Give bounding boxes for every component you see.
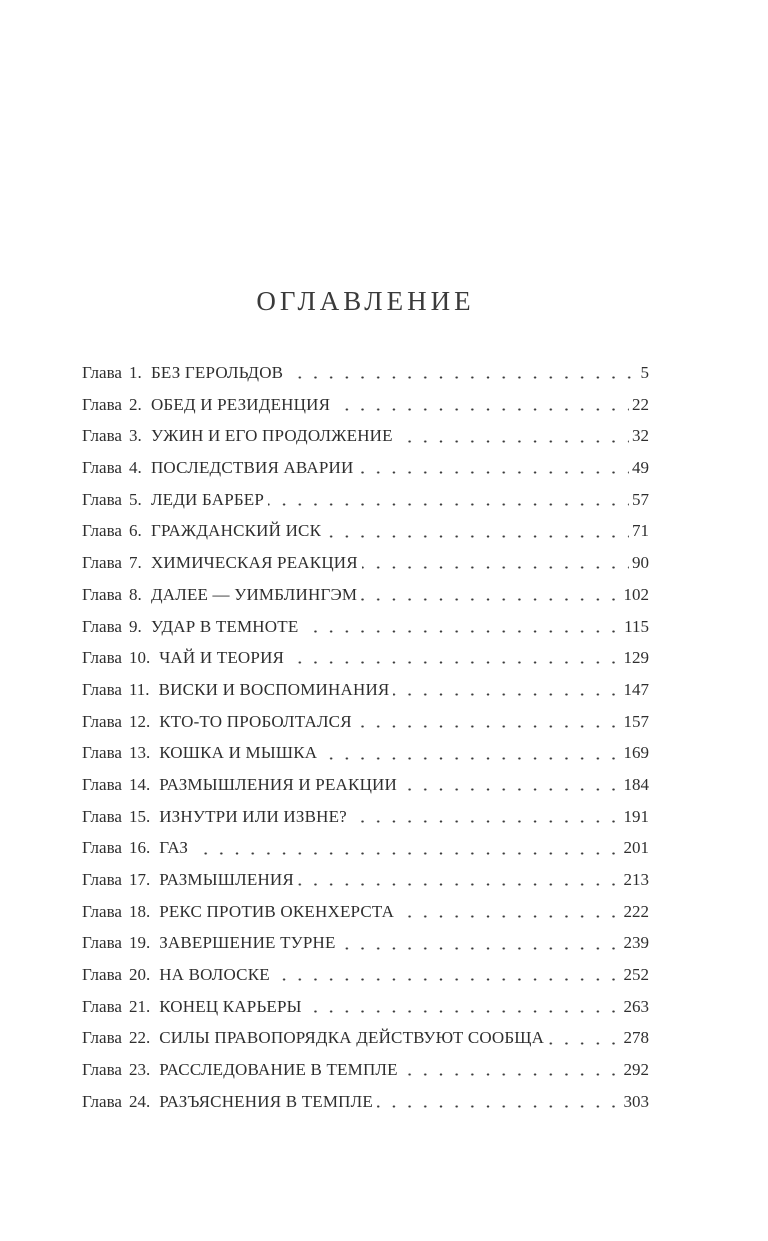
chapter-word: Глава bbox=[82, 1028, 122, 1048]
chapter-title: ГРАЖДАНСКИЙ ИСК bbox=[150, 521, 322, 541]
toc-entry-text bbox=[82, 832, 192, 864]
chapter-word: Глава bbox=[82, 1091, 122, 1111]
page-number: 157 bbox=[621, 706, 650, 738]
chapter-word: Глава bbox=[82, 394, 122, 414]
chapter-word: Глава bbox=[82, 521, 122, 541]
chapter-title: ГАЗ bbox=[159, 838, 189, 858]
toc-entry-text bbox=[82, 611, 302, 643]
toc-entry bbox=[82, 991, 649, 1023]
chapter-number: 7. bbox=[128, 553, 142, 573]
page-title: ОГЛАВЛЕНИЕ bbox=[256, 286, 475, 316]
page-number: 115 bbox=[621, 611, 649, 643]
dot-leader bbox=[377, 1086, 621, 1118]
chapter-number: 12. bbox=[128, 711, 151, 731]
page-number: 191 bbox=[621, 801, 650, 833]
toc-entry-text bbox=[82, 1054, 402, 1086]
page-number: 252 bbox=[621, 959, 650, 991]
chapter-number: 11. bbox=[128, 679, 150, 699]
dot-leader bbox=[361, 579, 620, 611]
page-number: 22 bbox=[629, 389, 649, 421]
chapter-title: ЧАЙ И ТЕОРИЯ bbox=[159, 648, 285, 668]
toc-entry-text bbox=[82, 547, 362, 579]
chapter-number: 13. bbox=[128, 743, 151, 763]
chapter-title: РАЗМЫШЛЕНИЯ bbox=[159, 870, 294, 889]
chapter-number: 24. bbox=[128, 1091, 151, 1111]
page-number: 71 bbox=[629, 515, 649, 547]
toc-entry bbox=[82, 674, 649, 706]
chapter-word: Глава bbox=[82, 774, 122, 794]
chapter-number: 20. bbox=[128, 965, 151, 985]
chapter-word: Глава bbox=[82, 711, 122, 731]
toc-entry-text bbox=[82, 642, 288, 674]
toc-entry bbox=[82, 357, 649, 389]
chapter-word: Глава bbox=[82, 743, 122, 763]
toc-entry bbox=[82, 801, 649, 833]
page-number: 129 bbox=[621, 642, 650, 674]
toc-entry-text bbox=[82, 769, 401, 801]
dot-leader bbox=[288, 642, 620, 674]
page-number: 57 bbox=[629, 484, 649, 516]
toc-entry-text bbox=[82, 674, 393, 706]
toc-entry-text bbox=[82, 357, 287, 389]
chapter-word: Глава bbox=[82, 553, 122, 573]
toc-entry-text bbox=[82, 896, 398, 928]
page-number: 147 bbox=[621, 674, 650, 706]
chapter-title: РАССЛЕДОВАНИЕ В ТЕМПЛЕ bbox=[159, 1060, 398, 1080]
chapter-number: 23. bbox=[128, 1060, 151, 1080]
chapter-number: 18. bbox=[128, 901, 151, 921]
chapter-number: 2. bbox=[128, 394, 142, 414]
toc-entry-text bbox=[82, 484, 268, 516]
chapter-word: Глава bbox=[82, 363, 122, 382]
chapter-word: Глава bbox=[82, 489, 122, 509]
toc-entry bbox=[82, 927, 649, 959]
chapter-word: Глава bbox=[82, 996, 122, 1016]
chapter-number: 21. bbox=[128, 996, 151, 1016]
toc-entry bbox=[82, 1022, 649, 1054]
chapter-number: 19. bbox=[128, 933, 151, 953]
toc-entry bbox=[82, 1086, 649, 1118]
dot-leader bbox=[398, 896, 620, 928]
page-number: 49 bbox=[629, 452, 649, 484]
chapter-title: ДАЛЕЕ — УИМБЛИНГЭМ bbox=[150, 584, 358, 604]
page-number: 278 bbox=[621, 1022, 650, 1054]
toc-entry bbox=[82, 896, 649, 928]
page-number: 5 bbox=[638, 357, 650, 389]
page-number: 222 bbox=[621, 896, 650, 928]
chapter-title: ХИМИЧЕСКАЯ РЕАКЦИЯ bbox=[150, 553, 358, 573]
dot-leader bbox=[402, 1054, 621, 1086]
page-number: 184 bbox=[621, 769, 650, 801]
toc-entry bbox=[82, 389, 649, 421]
chapter-title: УЖИН И ЕГО ПРОДОЛЖЕНИЕ bbox=[150, 426, 393, 446]
page-number: 102 bbox=[621, 579, 650, 611]
toc-entry bbox=[82, 864, 649, 896]
toc-entry bbox=[82, 1054, 649, 1086]
dot-leader bbox=[357, 452, 629, 484]
chapter-number: 3. bbox=[128, 426, 142, 446]
chapter-number: 8. bbox=[128, 584, 142, 604]
chapter-title: КОНЕЦ КАРЬЕРЫ bbox=[159, 996, 302, 1016]
toc-entry-text bbox=[82, 389, 334, 421]
page-number: 303 bbox=[621, 1086, 650, 1118]
dot-leader bbox=[325, 515, 629, 547]
chapter-number: 5. bbox=[128, 489, 142, 509]
toc-entry bbox=[82, 611, 649, 643]
table-of-contents bbox=[82, 357, 649, 1118]
chapter-word: Глава bbox=[82, 838, 122, 858]
dot-leader bbox=[362, 547, 629, 579]
toc-entry-text bbox=[82, 420, 397, 452]
chapter-title: РАЗМЫШЛЕНИЯ И РЕАКЦИИ bbox=[159, 774, 397, 794]
chapter-title: РЕКС ПРОТИВ ОКЕНХЕРСТА bbox=[159, 901, 395, 921]
toc-entry-text bbox=[82, 991, 306, 1023]
toc-entry bbox=[82, 547, 649, 579]
chapter-title: ОБЕД И РЕЗИДЕНЦИЯ bbox=[150, 394, 331, 414]
chapter-number: 16. bbox=[128, 838, 151, 858]
chapter-title: РАЗЪЯСНЕНИЯ В ТЕМПЛЕ bbox=[159, 1091, 373, 1111]
chapter-title: СИЛЫ ПРАВОПОРЯДКА ДЕЙСТВУЮТ СООБЩА bbox=[159, 1028, 545, 1048]
toc-entry bbox=[82, 959, 649, 991]
page-number: 213 bbox=[621, 864, 650, 896]
toc-entry bbox=[82, 706, 649, 738]
toc-entry-text bbox=[82, 801, 351, 833]
toc-entry-text bbox=[82, 1086, 377, 1118]
chapter-number: 4. bbox=[128, 458, 142, 478]
chapter-title: ПОСЛЕДСТВИЯ АВАРИИ bbox=[150, 458, 354, 478]
page-number: 263 bbox=[621, 991, 650, 1023]
chapter-number: 6. bbox=[128, 521, 142, 541]
chapter-number: 22. bbox=[128, 1028, 151, 1048]
dot-leader bbox=[274, 959, 621, 991]
dot-leader bbox=[298, 864, 621, 896]
toc-entry-text bbox=[82, 1022, 548, 1054]
chapter-title: БЕЗ ГЕРОЛЬДОВ bbox=[150, 363, 284, 382]
page-number: 292 bbox=[621, 1054, 650, 1086]
toc-entry bbox=[82, 452, 649, 484]
chapter-number: 17. bbox=[128, 870, 151, 889]
dot-leader bbox=[321, 737, 620, 769]
chapter-word: Глава bbox=[82, 806, 122, 826]
chapter-word: Глава bbox=[82, 426, 122, 446]
chapter-number: 10. bbox=[128, 648, 151, 668]
toc-entry bbox=[82, 832, 649, 864]
toc-entry-text bbox=[82, 864, 298, 896]
dot-leader bbox=[287, 357, 637, 389]
chapter-word: Глава bbox=[82, 965, 122, 985]
chapter-number: 1. bbox=[128, 363, 142, 382]
chapter-title: ЛЕДИ БАРБЕР bbox=[150, 489, 265, 509]
chapter-title: ЗАВЕРШЕНИЕ ТУРНЕ bbox=[159, 933, 336, 953]
chapter-number: 15. bbox=[128, 806, 151, 826]
chapter-title: УДАР В ТЕМНОТЕ bbox=[150, 616, 299, 636]
toc-entry-text bbox=[82, 579, 361, 611]
chapter-word: Глава bbox=[82, 870, 122, 889]
dot-leader bbox=[306, 991, 621, 1023]
dot-leader bbox=[334, 389, 629, 421]
chapter-word: Глава bbox=[82, 901, 122, 921]
dot-leader bbox=[401, 769, 621, 801]
dot-leader bbox=[356, 706, 621, 738]
chapter-word: Глава bbox=[82, 648, 122, 668]
toc-entry bbox=[82, 579, 649, 611]
chapter-word: Глава bbox=[82, 1060, 122, 1080]
dot-leader bbox=[192, 832, 620, 864]
page-number: 169 bbox=[621, 737, 650, 769]
dot-leader bbox=[351, 801, 621, 833]
toc-entry bbox=[82, 515, 649, 547]
toc-entry bbox=[82, 420, 649, 452]
chapter-word: Глава bbox=[82, 458, 122, 478]
page-number: 32 bbox=[629, 420, 649, 452]
dot-leader bbox=[548, 1022, 620, 1054]
toc-entry-text bbox=[82, 737, 321, 769]
page-number: 239 bbox=[621, 927, 650, 959]
dot-leader bbox=[268, 484, 629, 516]
chapter-title: НА ВОЛОСКЕ bbox=[159, 965, 270, 985]
dot-leader bbox=[340, 927, 621, 959]
toc-entry bbox=[82, 737, 649, 769]
chapter-number: 14. bbox=[128, 774, 151, 794]
toc-entry-text bbox=[82, 927, 340, 959]
toc-entry-text bbox=[82, 452, 357, 484]
chapter-number: 9. bbox=[128, 616, 142, 636]
dot-leader bbox=[393, 674, 620, 706]
toc-entry bbox=[82, 769, 649, 801]
chapter-title: КТО-ТО ПРОБОЛТАЛСЯ bbox=[159, 711, 352, 731]
dot-leader bbox=[397, 420, 629, 452]
chapter-word: Глава bbox=[82, 933, 122, 953]
toc-entry-text bbox=[82, 515, 325, 547]
page-number: 201 bbox=[621, 832, 650, 864]
page-number: 90 bbox=[629, 547, 649, 579]
chapter-title: КОШКА И МЫШКА bbox=[159, 743, 318, 763]
toc-entry-text bbox=[82, 706, 356, 738]
dot-leader bbox=[302, 611, 621, 643]
chapter-word: Глава bbox=[82, 616, 122, 636]
toc-entry-text bbox=[82, 959, 274, 991]
toc-entry bbox=[82, 642, 649, 674]
chapter-title: ВИСКИ И ВОСПОМИНАНИЯ bbox=[158, 679, 390, 699]
chapter-title: ИЗНУТРИ ИЛИ ИЗВНЕ? bbox=[159, 806, 347, 826]
chapter-word: Глава bbox=[82, 584, 122, 604]
toc-entry bbox=[82, 484, 649, 516]
chapter-word: Глава bbox=[82, 679, 122, 699]
